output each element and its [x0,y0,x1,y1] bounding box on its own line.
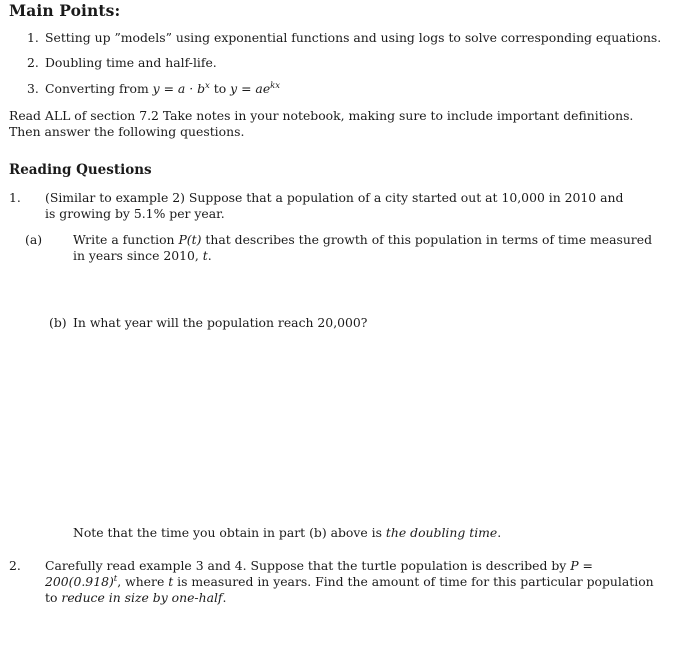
question-text: , where [117,574,169,589]
main-point-text: Setting up ”models” using exponential functions and using logs to solve corresponding equations. [45,30,662,45]
question-text: . [222,590,227,605]
turtle-formula: P = 200(0.918) [45,558,593,589]
subpart-label: (b) [49,315,67,330]
note-emphasis: the doubling time [385,525,498,540]
subpart-text: that describes the growth of this population in terms of time measured in years since 2010, [73,232,652,263]
subpart-text: In what year will the population reach 20,000? [73,315,368,330]
main-point-number: 3. [27,81,39,96]
formula-exponent: kx [270,81,281,91]
intro-paragraph: Read ALL of section 7.2 Take notes in your notebook, making sure to include important definitions. Then answer the following questions. [9,108,634,139]
subpart-text: Write a function [73,232,179,247]
question-1a [25,232,663,264]
main-point-number: 1. [27,30,39,45]
question-text: is measured in years. Find the amount of time for this particular population to [45,574,654,605]
variable-t: t [202,248,208,263]
question-1 [9,190,635,222]
formula-exponential-e: y = ae [230,81,271,96]
doubling-time-note [73,525,501,541]
main-point-2 [27,55,217,70]
question-emphasis: reduce in size by one-half [61,590,223,605]
main-point-number: 2. [27,55,39,70]
main-points-heading: Main Points: [9,1,121,20]
question-number: 2. [9,558,21,573]
subpart-text: . [207,248,212,263]
question-1b [49,315,367,331]
formula-exponential-base: y = a · b [152,81,206,96]
question-text: Carefully read example 3 and 4. Suppose that the turtle population is described by [45,558,571,573]
note-text: . [497,525,502,540]
reading-questions-heading: Reading Questions [9,162,152,178]
question-text: (Similar to example 2) Suppose that a population of a city started out at 10,000 in 2010 and is growing by 5.1% per year. [45,190,624,221]
main-point-text: Doubling time and half-life. [45,55,217,70]
main-point-text: to [209,81,231,96]
function-name: P(t) [178,232,202,247]
note-text: Note that the time you obtain in part (b) above is [73,525,386,540]
formula-exponent: x [205,81,210,91]
question-number: 1. [9,190,21,205]
main-point-1 [27,30,661,45]
main-point-3 [27,81,280,96]
main-point-text: Converting from [45,81,153,96]
variable-t: t [168,574,174,589]
question-2 [9,558,657,606]
formula-exponent: t [113,574,118,584]
subpart-label: (a) [25,232,43,247]
